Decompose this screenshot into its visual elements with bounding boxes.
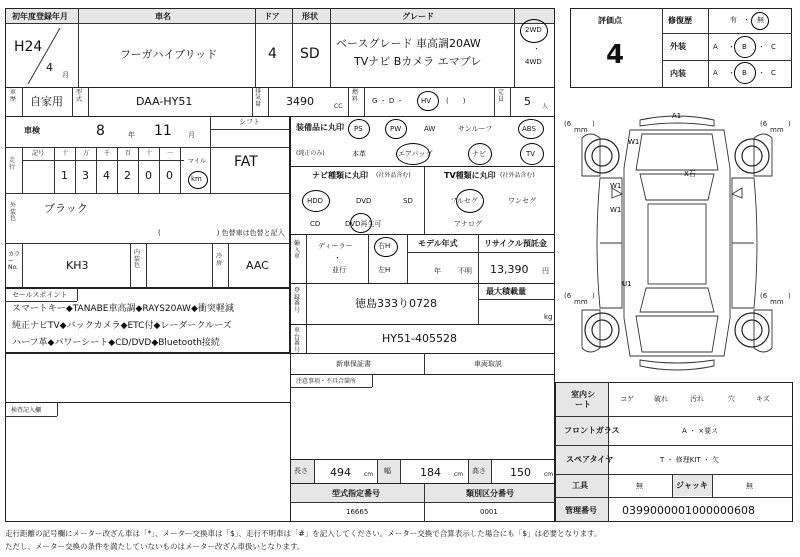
capacity-label: 定員 — [498, 89, 505, 103]
rating-value: 4 — [606, 40, 625, 70]
recycle-label: リサイクル預託金 — [484, 239, 547, 248]
usage: 自家用 — [30, 95, 63, 108]
sales-line-3: ハーフ革◆パワーシート◆CD/DVD◆Bluetooth接続 — [12, 338, 220, 348]
mileage-digit-5: 0 — [166, 169, 173, 182]
first-reg-era: H24 — [14, 39, 43, 55]
inspection-month-unit: 月 — [188, 131, 195, 139]
spare-value: T ・ 修理KIT ・ 欠 — [660, 456, 720, 464]
ac-label: 冷房 — [216, 253, 223, 267]
tools-value: 無 — [636, 482, 643, 490]
width-label: 幅 — [384, 467, 391, 475]
registration-value: 徳島333り0728 — [355, 297, 437, 310]
jack-label: ジャッキ — [676, 481, 708, 490]
model-year-unknown: 不明 — [458, 267, 472, 275]
class-number-value: 0001 — [480, 508, 498, 516]
jack-value: 無 — [746, 482, 753, 490]
import-right: 右H — [378, 242, 391, 250]
km-label: km — [191, 175, 202, 183]
sheet-dirt: 汚れ — [690, 395, 704, 403]
mileage-unit-3: 百 — [125, 150, 132, 157]
exterior-c: C — [771, 43, 776, 51]
sales-line-1: スマートキー◆TANABE車高調◆RAYS20AW◆衝突軽減 — [12, 304, 234, 314]
recycle-value: 13,390 — [490, 263, 529, 276]
manual-label: 車両取説 — [474, 360, 502, 368]
exterior-a: A — [713, 43, 718, 51]
svg-text:mm: mm — [770, 126, 784, 134]
sales-line-2: 純正ナビTV◆バックカメラ◆ETC付◆レーダークルーズ — [12, 321, 232, 331]
color-label: 外装色 — [10, 202, 17, 223]
mileage-digit-4: 0 — [145, 169, 152, 182]
sheet-scratch: キズ — [756, 395, 770, 403]
svg-text:mm: mm — [574, 126, 588, 134]
import-dealer: ディーラー — [318, 242, 353, 250]
fuel-options: G ・ D ・ — [372, 97, 404, 105]
car-name-label: 車名 — [155, 12, 171, 21]
color-no-label: カラーNo. — [8, 251, 21, 272]
import-label: 輸入車 — [294, 240, 301, 261]
interior-c: C — [771, 69, 776, 77]
interior-color-label: 内装色 — [134, 249, 141, 270]
mileage-unit-4: 十 — [146, 150, 153, 157]
doors-label: ドア — [264, 12, 280, 21]
warranty-row — [290, 353, 555, 375]
recycle-unit: 円 — [542, 267, 549, 275]
max-load-label: 最大積載量 — [486, 287, 526, 296]
color-note: ( ) 色替車は色替と記入 — [158, 229, 285, 237]
inspection-month: 11 — [154, 123, 172, 139]
ac-value: AAC — [246, 259, 269, 272]
spare-label: スペアタイヤ — [566, 455, 614, 464]
grade-label: グレード — [402, 12, 434, 21]
mileage-digit-0: 1 — [61, 169, 68, 182]
usage-label: 車歴 — [10, 89, 17, 103]
tv-sub: (社外品含む) — [500, 172, 535, 179]
import-left: 左H — [378, 266, 391, 274]
mileage-unit-1: 万 — [83, 150, 90, 157]
model-label: 型式 — [76, 89, 83, 103]
mgmt-value: 0399000001000000608 — [622, 504, 755, 517]
registration-label: 登録番号 — [294, 287, 301, 314]
mileage-unit-0: 十 — [62, 150, 69, 157]
repair-yes: 有 — [730, 16, 737, 24]
cc-unit: CC — [334, 103, 343, 110]
width-value: 184 — [420, 466, 441, 479]
chassis-value: HY51-405528 — [382, 332, 457, 345]
svg-text:): ) — [788, 120, 791, 128]
equip-ps: PS — [354, 125, 363, 133]
windshield-label: フロントガラス — [564, 426, 620, 435]
tire-fr-depth: (6 — [760, 120, 768, 128]
sheet-tear: 破れ — [654, 395, 668, 403]
navi-hdd: HDD — [307, 197, 324, 205]
mileage-unit-2: 千 — [104, 150, 111, 157]
mark-stone: X石 — [684, 170, 696, 178]
mileage-unit-5: 一 — [167, 150, 174, 157]
model-year-unit: 年 — [434, 267, 441, 275]
header-shade — [6, 9, 554, 23]
equipment-label: 装備品に丸印 — [296, 123, 344, 132]
grade-line1: ベースグレード 車高調20AW — [336, 37, 481, 50]
mark-u1: U1 — [622, 280, 632, 288]
month-unit: 月 — [62, 71, 69, 79]
navi-sd: SD — [403, 197, 413, 205]
navi-dvd: DVD — [356, 197, 372, 205]
displacement-label: 排気量 — [255, 88, 262, 108]
first-reg-month: 4 — [46, 61, 53, 74]
type-number-value: 16665 — [346, 508, 369, 516]
displacement: 3490 — [286, 95, 314, 108]
mileage-digit-3: 2 — [124, 169, 131, 182]
color-no: KH3 — [66, 259, 89, 272]
mark-w1-fender: W1 — [610, 182, 622, 190]
inspection-year-unit: 年 — [128, 131, 135, 139]
equip-navi: ナビ — [472, 150, 486, 158]
shift-label: シフト — [239, 118, 260, 126]
inspection-year: 8 — [96, 123, 105, 139]
tire-fl-depth: (6 — [564, 120, 572, 128]
type-number-label: 型式指定番号 — [332, 489, 380, 498]
first-reg-label: 初年度登録年月 — [12, 12, 68, 21]
drive-4wd: 4WD — [525, 58, 542, 66]
length-unit: cm — [364, 471, 374, 478]
color-value: ブラック — [44, 202, 88, 215]
equip-aw: AW — [424, 125, 436, 133]
mark-a1: A1 — [672, 112, 682, 120]
mileage-marker: 記号 — [32, 150, 45, 157]
tv-label: TV種類に丸印 — [444, 171, 496, 180]
exterior-label: 外装 — [670, 42, 686, 51]
import-parallel: 並行 — [332, 266, 346, 274]
interior-a: A — [713, 69, 718, 77]
inspection-label: 車検 — [24, 126, 40, 135]
mileage-digit-1: 3 — [82, 169, 89, 182]
doors: 4 — [268, 46, 277, 62]
tv-oneseg: ワンセグ — [508, 197, 536, 205]
shift: FAT — [234, 154, 258, 170]
equip-leather: 本革 — [352, 150, 366, 158]
svg-text:mm: mm — [574, 298, 588, 306]
height-unit: cm — [544, 471, 554, 478]
svg-text:mm: mm — [770, 298, 784, 306]
max-load-unit: kg — [544, 313, 553, 321]
mileage-label: 走行 — [9, 157, 16, 171]
mark-w1-hood: W1 — [628, 138, 640, 146]
equipment-sub: (純正のみ) — [296, 150, 325, 157]
class-number-label: 類別区分番号 — [466, 489, 514, 498]
tv-fullseg: フルセグ — [450, 197, 478, 205]
inspect-label: 検査記入欄 — [11, 407, 42, 414]
svg-text:): ) — [592, 120, 595, 128]
mark-w1-door: W1 — [610, 206, 622, 214]
footer-line-2: ただし、メーター交換の条件を満たしていないものはメーター改ざん車扱いとなります。 — [5, 542, 305, 551]
sheet-hole: 穴 — [728, 395, 735, 403]
car-damage-diagram — [560, 108, 794, 378]
fuel-paren: ( ) — [446, 97, 466, 105]
tire-rl-depth: (6 — [564, 292, 572, 300]
mile-label: マイル — [188, 158, 206, 165]
car-name: フーガハイブリッド — [120, 48, 218, 61]
tire-rr-depth: (6 — [760, 292, 768, 300]
drive-2wd: 2WD — [525, 26, 542, 34]
equip-pw: PW — [390, 125, 402, 133]
interior-b: B — [742, 69, 747, 77]
person-unit: 人 — [542, 103, 549, 110]
sheet-burn: コゲ — [620, 395, 634, 403]
tv-analog: アナログ — [454, 220, 482, 228]
navi-dvd-play: DVD再生可 — [345, 220, 382, 228]
equip-sunroof: サンルーフ — [458, 125, 493, 133]
svg-text:): ) — [788, 292, 791, 300]
equip-tv: TV — [526, 150, 536, 158]
height-label: 高さ — [472, 467, 486, 475]
height-value: 150 — [510, 466, 531, 479]
model: DAA-HY51 — [136, 95, 193, 108]
length-value: 494 — [330, 466, 351, 479]
fuel-hv: HV — [421, 97, 432, 105]
windshield-value: A ・ ×要ス — [682, 427, 719, 435]
navi-label: ナビ種類に丸印 — [312, 171, 368, 180]
svg-text:): ) — [592, 292, 595, 300]
inspect-block — [5, 402, 291, 522]
navi-cd: CD — [310, 220, 321, 228]
repair-no: 無 — [757, 16, 764, 24]
mileage-digit-2: 4 — [103, 169, 110, 182]
rating-label: 評価点 — [598, 16, 622, 25]
length-label: 長さ — [294, 467, 308, 475]
blank-left-block — [5, 353, 291, 403]
interior-label: 内装 — [670, 69, 686, 78]
model-year-label: モデル年式 — [418, 239, 458, 248]
fuel-label: 燃料 — [352, 89, 359, 103]
notes-label: 注意事項・不具合箇所 — [296, 378, 357, 385]
navi-sub: (社外品含む) — [376, 172, 411, 179]
exterior-b: B — [742, 43, 747, 51]
tools-label: 工具 — [572, 481, 588, 490]
chassis-label: 車台番号 — [294, 327, 301, 354]
width-unit: cm — [454, 471, 464, 478]
mgmt-label: 管理番号 — [565, 506, 597, 515]
capacity: 5 — [524, 95, 531, 108]
equip-airbag: エアバッグ — [398, 150, 433, 158]
shape: SD — [300, 46, 320, 62]
grade-line2: TVナビ Bカメラ エマブレ — [354, 55, 482, 68]
footer-line-1: 走行距離の記号欄にメーター改ざん車は「*」、メーター交換車は「$」、走行不明車は「#」を記入してください。メーター交換で合算表示した場合にも「$」は必要となります。 — [5, 529, 602, 538]
interior-sheet-label: 室内シート — [571, 390, 595, 410]
sales-points-label: セールスポイント — [12, 291, 68, 299]
shape-label: 形状 — [302, 12, 318, 21]
new-warranty-label: 新車保証書 — [336, 360, 371, 368]
equip-abs: ABS — [522, 125, 536, 133]
repair-label: 修復歴 — [668, 16, 692, 25]
import-dot: ・ — [334, 254, 341, 262]
